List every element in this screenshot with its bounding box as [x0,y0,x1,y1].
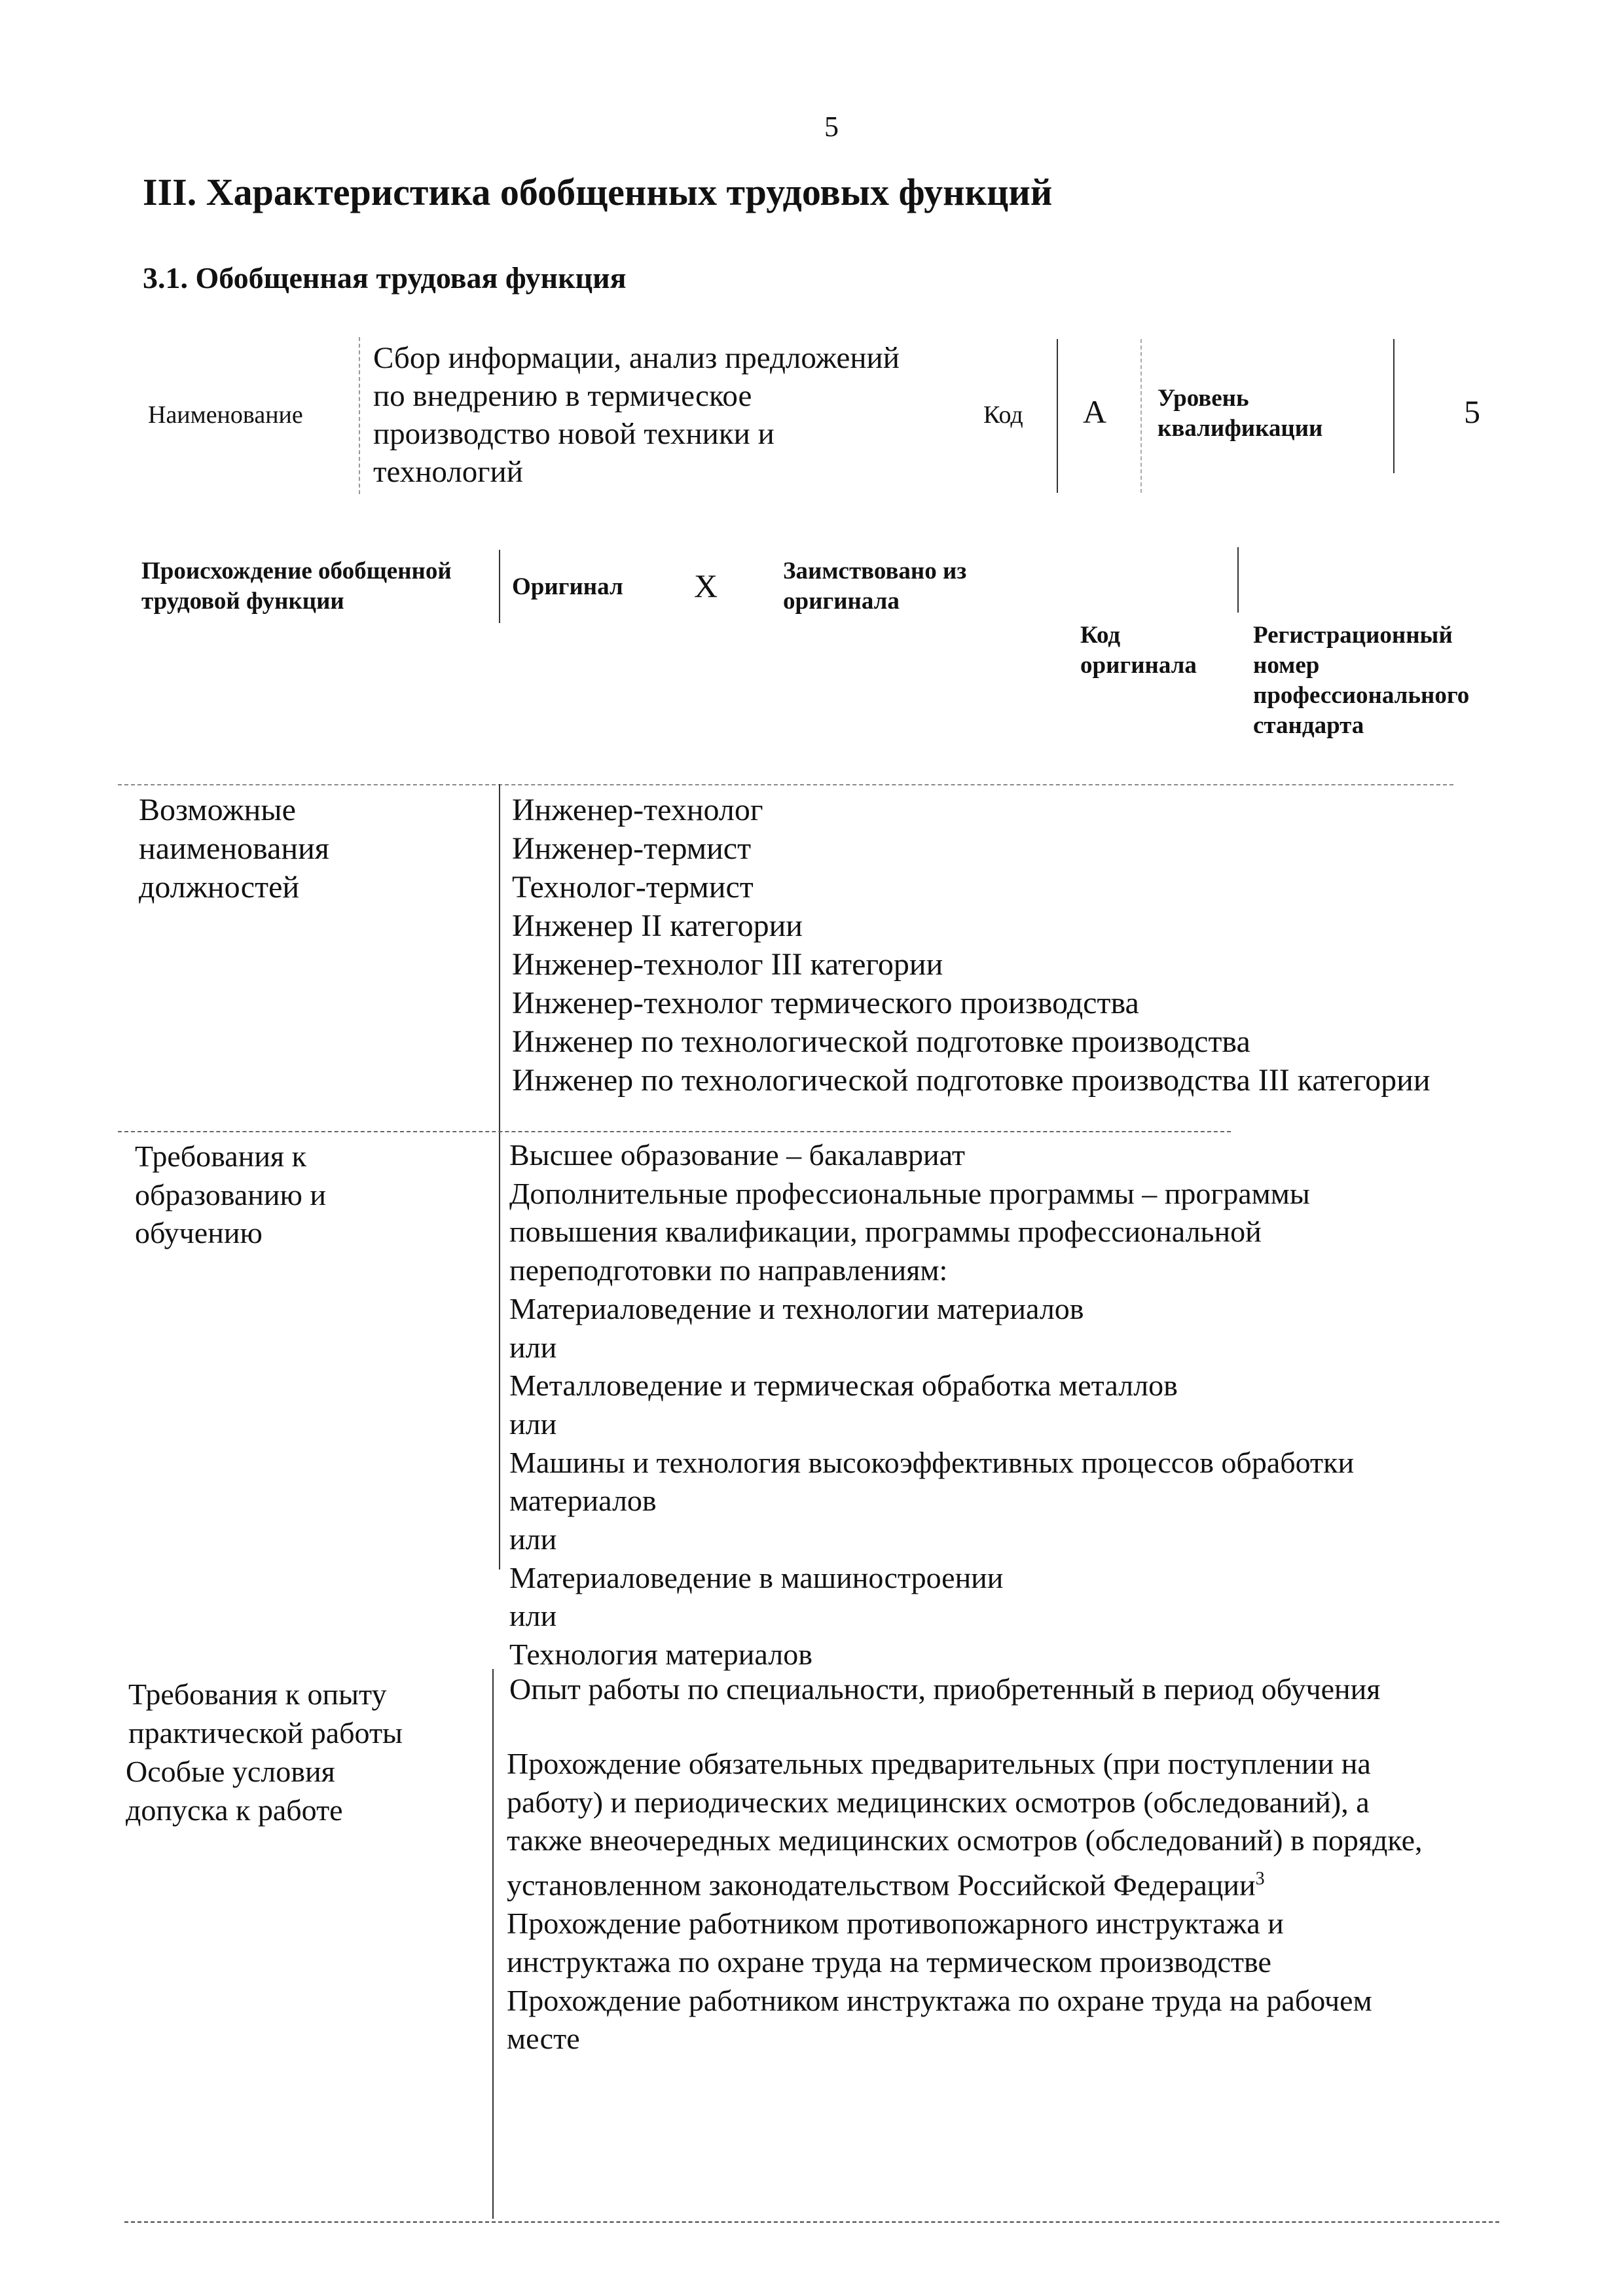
special-conditions-list [507,1745,1423,2058]
list-item: Материаловедение в машиностроении [509,1560,1004,1594]
page-number: 5 [824,111,839,143]
original-label: Оригинал [512,573,623,600]
list-item: Прохождение работником инструктажа по охране труда на рабочем [507,1983,1372,2017]
list-item: Прохождение работником противопожарного инструктажа и [507,1907,1284,1941]
list-item: также внеочередных медицинских осмотров (обследований) в порядке, [507,1823,1423,1857]
list-item: Инженер-технолог III категории [512,947,943,982]
list-item: месте [507,2022,580,2056]
list-item: работу) и периодических медицинских осмотров (обследований), а [507,1785,1370,1819]
qualification-level-value: 5 [1464,393,1480,430]
original-mark: Х [694,567,718,604]
borrowed-label: Заимствовано из оригинала [783,558,967,615]
list-item: Технология материалов [509,1638,812,1672]
origin-label: Происхождение обобщенной трудовой функции [141,558,452,615]
list-item: инструктажа по охране труда на термическом производстве [507,1945,1271,1979]
experience-value: Опыт работы по специальности, приобретенный в период обучения [509,1672,1381,1706]
section-title: III. Характеристика обобщенных трудовых функций [143,171,1053,213]
list-item: Инженер-термист [512,831,752,866]
list-item: Инженер по технологической подготовке производства III категории [512,1063,1431,1098]
education-list [509,1136,1354,1674]
list-item: Инженер-технолог [512,793,763,827]
list-item: или [509,1330,557,1364]
list-item: Прохождение обязательных предварительных (при поступлении на [507,1747,1371,1780]
list-item: Металловедение и термическая обработка металлов [509,1369,1178,1403]
code-label: Код [983,401,1023,429]
education-label: Требования к образованию и обучению [135,1139,326,1250]
list-item: или [509,1407,557,1441]
original-code-label: Код оригинала [1080,622,1197,679]
list-item: или [509,1599,557,1633]
list-item: установленном законодательством Российской Федерации$^3$ [507,1868,1265,1902]
qualification-level-label: Уровень квалификации [1158,385,1323,442]
list-item: Машины и технология высокоэффективных процессов обработки [509,1445,1355,1479]
list-item: Инженер-технолог термического производства [512,986,1139,1020]
positions-label: Возможные наименования должностей [139,793,329,905]
list-item: повышения квалификации, программы профессиональной [509,1215,1262,1249]
list-item: или [509,1522,557,1556]
special-conditions-label: Особые условия допуска к работе [126,1755,343,1827]
positions-list [512,791,1431,1100]
function-name-value: Сбор информации, анализ предложений по внедрению в термическое производство новой техники и технологий [373,341,900,489]
experience-label: Требования к опыту практической работы [128,1677,403,1749]
subsection-title: 3.1. Обобщенная трудовая функция [143,261,627,295]
list-item: Высшее образование – бакалавриат [509,1138,965,1172]
footnote-mark: 3 [1255,1869,1265,1890]
registration-number-label: Регистрационный номер профессионального стандарта [1253,622,1470,739]
list-item: Инженер II категории [512,908,803,943]
list-item: Технолог-термист [512,870,754,905]
code-value: А [1083,393,1107,430]
list-item: переподготовки по направлениям: [509,1253,948,1287]
list-item: Материаловедение и технологии материалов [509,1291,1084,1325]
list-item: Дополнительные профессиональные программы – программы [509,1176,1310,1210]
list-item: материалов [509,1484,657,1518]
list-item: Инженер по технологической подготовке производства [512,1024,1250,1059]
name-label: Наименование [148,401,303,429]
